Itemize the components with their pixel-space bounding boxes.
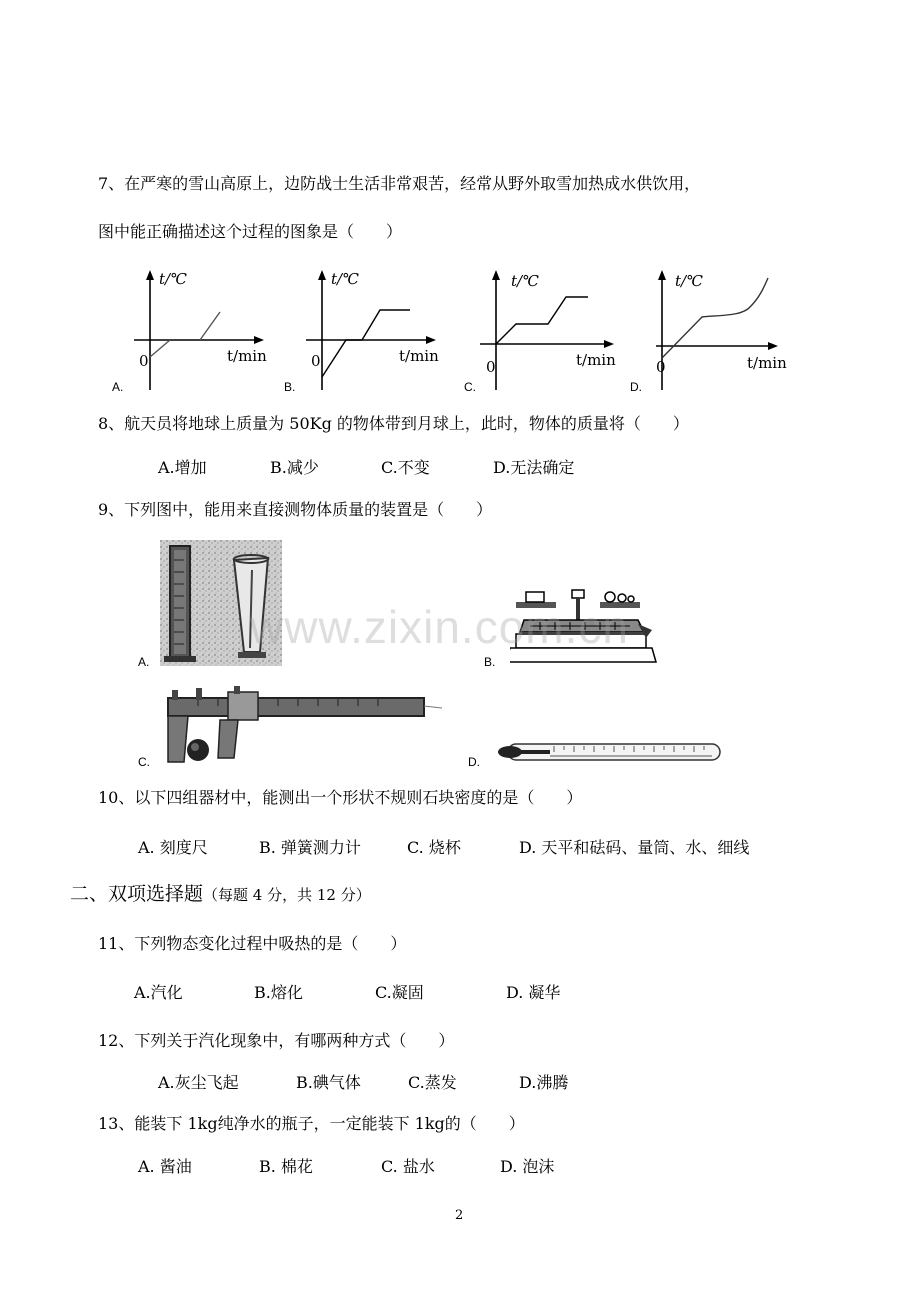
q7-graph-a xyxy=(112,262,272,392)
q9-label-d: D. xyxy=(468,755,480,769)
q7-graph-c-x-axis: t/min xyxy=(576,351,616,369)
q7-graph-b-origin: 0 xyxy=(311,352,321,370)
q12-option-a: A.灰尘飞起 xyxy=(158,1073,239,1092)
q9-label-c: C. xyxy=(138,755,150,769)
q9-image-c-vernier-caliper xyxy=(158,684,444,770)
q10-option-a: A. 刻度尺 xyxy=(138,838,208,857)
q11-text: 11、下列物态变化过程中吸热的是（ ） xyxy=(98,934,407,953)
q7-graph-a-x-axis: t/min xyxy=(227,347,267,365)
q7-graph-c-y-axis: t/℃ xyxy=(511,272,539,290)
q13-option-d: D. 泡沫 xyxy=(500,1157,555,1176)
q7-graph-c-label: C. xyxy=(464,380,476,394)
section2-title: 二、双项选择题 xyxy=(70,883,204,905)
q8-option-b: B.减少 xyxy=(270,458,319,477)
q9-label-a: A. xyxy=(138,655,150,669)
q7-graph-c-origin: 0 xyxy=(486,358,496,376)
q7-text-line2: 图中能正确描述这个过程的图象是（ ） xyxy=(98,222,403,241)
q11-option-b: B.熔化 xyxy=(254,983,303,1002)
section2-heading xyxy=(70,884,371,905)
q8-text: 8、航天员将地球上质量为 50Kg 的物体带到月球上，此时，物体的质量将（ ） xyxy=(98,414,689,433)
q7-graph-a-origin: 0 xyxy=(139,352,149,370)
q10-option-d: D. 天平和砝码、量筒、水、细线 xyxy=(519,838,750,857)
q12-text: 12、下列关于汽化现象中，有哪两种方式（ ） xyxy=(98,1031,455,1050)
q12-option-d: D.沸腾 xyxy=(519,1073,569,1092)
q7-graph-d-y-axis: t/℃ xyxy=(675,272,703,290)
page-number: 2 xyxy=(455,1208,464,1223)
q7-graph-d-origin: 0 xyxy=(656,358,666,376)
watermark-text: www.zixin.com.cn xyxy=(250,601,629,653)
q8-option-d: D.无法确定 xyxy=(493,458,575,477)
q10-option-b: B. 弹簧测力计 xyxy=(259,838,361,857)
q7-graph-d xyxy=(622,262,787,392)
q7-graph-a-label: A. xyxy=(112,380,124,394)
q7-graph-a-y-axis: t/℃ xyxy=(159,270,187,288)
q7-graph-d-label: D. xyxy=(630,380,642,394)
q8-option-c: C.不变 xyxy=(381,458,430,477)
q12-option-c: C.蒸发 xyxy=(408,1073,457,1092)
q10-option-c: C. 烧杯 xyxy=(407,838,461,857)
q13-option-c: C. 盐水 xyxy=(381,1157,435,1176)
q13-option-a: A. 酱油 xyxy=(138,1157,192,1176)
q13-text: 13、能装下 1kg纯净水的瓶子，一定能装下 1kg的（ ） xyxy=(98,1114,525,1133)
q7-graph-c xyxy=(458,262,623,392)
q7-graph-b-y-axis: t/℃ xyxy=(331,270,359,288)
q13-option-b: B. 棉花 xyxy=(259,1157,313,1176)
q9-image-d-thermometer xyxy=(494,738,726,768)
q7-graph-b xyxy=(284,262,444,392)
q10-text: 10、以下四组器材中，能测出一个形状不规则石块密度的是（ ） xyxy=(98,788,583,807)
q7-graph-d-x-axis: t/min xyxy=(747,354,787,372)
q9-text: 9、下列图中，能用来直接测物体质量的装置是（ ） xyxy=(98,500,493,519)
q7-graph-b-x-axis: t/min xyxy=(399,347,439,365)
q9-label-b: B. xyxy=(484,655,496,669)
section2-note: （每题 4 分，共 12 分） xyxy=(203,886,371,904)
q7-graph-b-label: B. xyxy=(284,380,296,394)
q7-text-line1: 7、在严寒的雪山高原上，边防战士生活非常艰苦，经常从野外取雪加热成水供饮用， xyxy=(98,174,701,193)
q11-option-c: C.凝固 xyxy=(375,983,424,1002)
q12-option-b: B.碘气体 xyxy=(296,1073,361,1092)
q11-option-d: D. 凝华 xyxy=(506,983,561,1002)
q8-option-a: A.增加 xyxy=(158,458,207,477)
q11-option-a: A.汽化 xyxy=(134,983,183,1002)
